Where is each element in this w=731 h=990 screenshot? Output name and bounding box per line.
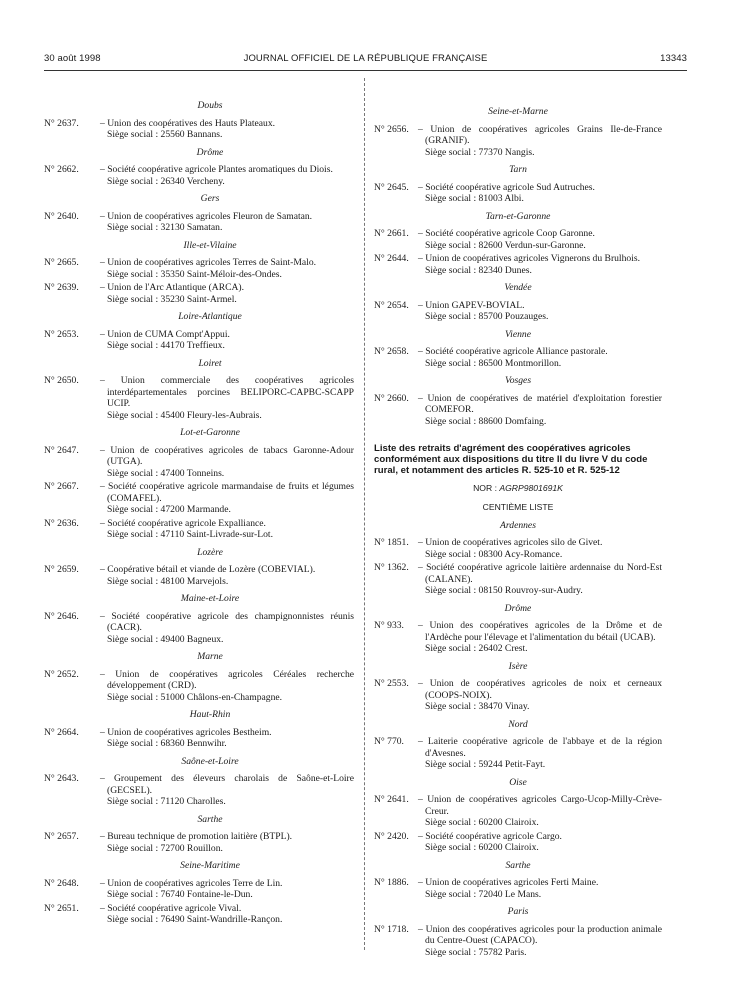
department-heading: Drôme (504, 602, 532, 614)
entry-number: N° 2643. (44, 773, 79, 784)
cooperative-name: – Coopérative bétail et viande de Lozère (COBEVIAL). (100, 564, 316, 575)
cooperative-name: – Société coopérative agricole Plantes aromatiques du Diois. (100, 164, 333, 175)
cooperative-name: – Union de coopératives agricoles Grains Ile-de-France (GRANIF). (418, 123, 662, 146)
entry-number: N° 2647. (44, 444, 79, 456)
department-heading: Haut-Rhin (189, 709, 231, 720)
registered-office: Siège social : 47400 Tonneins. (107, 467, 225, 479)
registered-office: Siège social : 76490 Saint-Wandrille-Rançon. (107, 914, 283, 925)
cooperative-name: – Société coopérative agricole Sud Autruches. (418, 181, 595, 193)
registered-office: Siège social : 48100 Marvejols. (107, 575, 229, 587)
entry-body (100, 481, 354, 516)
entry-body (418, 924, 662, 959)
entry-number: N° 2420. (374, 830, 409, 842)
entry-body (418, 228, 662, 251)
entry-number: N° 2641. (374, 794, 409, 806)
cooperative-entry (374, 877, 662, 900)
department-heading: Paris (507, 906, 529, 918)
department-heading: Lot-et-Garonne (180, 427, 240, 438)
entry-body (100, 282, 354, 305)
cooperative-name: – Laiterie coopérative agricole de l'abbaye et de la région d'Avesnes. (418, 736, 662, 759)
department-heading: Saône-et-Loire (181, 755, 239, 767)
department-heading: Tarn (509, 164, 527, 175)
registered-office: Siège social : 35350 Saint-Méloir-des-Ondes. (107, 268, 282, 280)
cooperative-entry (44, 210, 354, 234)
registered-office: Siège social : 75782 Paris. (425, 946, 527, 958)
registered-office: Siège social : 76740 Fontaine-le-Dun. (107, 889, 253, 900)
department-heading: Maine-et-Loire (180, 593, 240, 604)
approval-list-continued (374, 106, 662, 427)
entry-number: N° 2646. (44, 610, 79, 622)
cooperative-name: – Union GAPEV-BOVIAL. (418, 299, 525, 311)
department-heading: Vienne (505, 328, 531, 340)
entry-number: N° 2637. (44, 117, 79, 129)
cooperative-entry (374, 124, 662, 159)
cooperative-entry (44, 481, 354, 516)
entry-number: N° 2664. (44, 726, 79, 738)
registered-office: Siège social : 77370 Nangis. (425, 146, 535, 158)
cooperative-entry (374, 228, 662, 251)
entry-body (418, 831, 662, 854)
cooperative-entry (374, 300, 662, 323)
registered-office: Siège social : 08300 Acy-Romance. (425, 548, 563, 560)
cooperative-entry (44, 610, 354, 646)
entry-number: N° 2640. (44, 210, 79, 222)
cooperative-name: – Union de CUMA Compt'Appui. (100, 328, 230, 340)
department-heading: Vendée (504, 282, 532, 293)
cooperative-name: – Société coopérative agricole Coop Garonne. (418, 228, 595, 239)
registered-office: Siège social : 32130 Samatan. (107, 222, 223, 233)
cooperative-entry (374, 620, 662, 655)
entry-body (418, 736, 662, 771)
entry-body (418, 562, 662, 597)
entry-body (100, 518, 354, 541)
department-heading: Seine-Maritime (180, 860, 240, 871)
cooperative-entry (44, 117, 354, 141)
cooperative-name: – Bureau technique de promotion laitière (BTPL). (100, 831, 293, 842)
entry-number: N° 2656. (374, 123, 409, 135)
entry-body (418, 253, 662, 276)
cooperative-name: – Union de coopératives agricoles Cargo-Ucop-Milly-Crève-Creur. (418, 794, 662, 817)
registered-office: Siège social : 60200 Clairoix. (425, 842, 539, 854)
entry-body (100, 727, 354, 750)
nor-label: NOR : (473, 482, 500, 493)
entry-body (100, 375, 354, 421)
department-heading: Tarn-et-Garonne (485, 210, 551, 222)
entry-number: N° 1851. (374, 537, 409, 549)
entry-number: N° 2644. (374, 253, 409, 264)
department-heading: Seine-et-Marne (488, 106, 548, 117)
entry-number: N° 770. (374, 736, 404, 748)
header-page-number: 13343 (660, 53, 687, 64)
cooperative-name: – Union de coopératives agricoles Bestheim. (100, 726, 272, 738)
cooperative-name: – Société coopérative agricole Vival. (100, 902, 242, 914)
entry-number: N° 933. (374, 620, 404, 632)
registered-office: Siège social : 68360 Bennwihr. (107, 738, 227, 749)
entry-number: N° 2648. (44, 877, 79, 889)
entry-body (100, 211, 354, 234)
entry-number: N° 2636. (44, 517, 79, 529)
entry-number: N° 2665. (44, 257, 79, 268)
cooperative-name: – Union des coopératives agricoles pour la production animale du Centre-Ouest (CAPACO). (418, 923, 662, 947)
registered-office: Siège social : 88600 Domfaing. (425, 415, 547, 427)
withdrawal-list-title: Liste des retraits d'agrément des coopératives agricoles conformément aux dispositions du titre II du livre V du code rural, et notamment des articles R. 525-10 et R. 525-12 (374, 443, 648, 477)
registered-office: Siège social : 35230 Saint-Armel. (107, 293, 237, 305)
registered-office: Siège social : 49400 Bagneux. (107, 633, 224, 645)
cooperative-name: – Union commerciale des coopératives agricoles interdépartementales porcines BELIPORC-CAPBC-SCAPP UCIP. (100, 375, 354, 409)
department-heading: Gers (200, 193, 220, 204)
cooperative-entry (44, 902, 354, 926)
entry-number: N° 2657. (44, 831, 79, 842)
cooperative-name: – Société coopérative agricole des champignonnistes réunis (CACR). (100, 610, 354, 633)
entry-body (418, 300, 662, 323)
entry-body (418, 678, 662, 713)
entry-body (100, 878, 354, 901)
cooperative-entry (44, 877, 354, 901)
registered-office: Siège social : 82340 Dunes. (425, 264, 532, 276)
department-heading: Isère (508, 660, 528, 672)
header-title: JOURNAL OFFICIEL DE LA RÉPUBLIQUE FRANÇAISE (243, 53, 488, 64)
cooperative-entry (44, 564, 354, 587)
entry-body (100, 257, 354, 280)
right-column (374, 100, 662, 960)
left-column (44, 100, 354, 928)
department-heading: Sarthe (505, 859, 531, 871)
entry-number: N° 2653. (44, 328, 79, 340)
cooperative-name: – Union de coopératives agricoles Ferti Maine. (418, 877, 599, 889)
cooperative-entry (374, 562, 662, 597)
entry-body (418, 182, 662, 205)
entry-number: N° 2639. (44, 282, 79, 293)
registered-office: Siège social : 82600 Verdun-sur-Garonne. (425, 239, 586, 251)
cooperative-entry (44, 375, 354, 421)
cooperative-name: – Groupement des éleveurs charolais de Saône-et-Loire (GECSEL). (100, 773, 354, 796)
entry-number: N° 2659. (44, 564, 79, 575)
entry-body (418, 537, 662, 560)
cooperative-entry (44, 257, 354, 280)
cooperative-entry (44, 444, 354, 480)
entry-body (100, 164, 354, 187)
entry-body (100, 831, 354, 854)
cooperative-name: – Union de coopératives de matériel d'exploitation forestier COMEFOR. (418, 392, 662, 415)
registered-office: Siège social : 72040 Le Mans. (425, 888, 542, 900)
cooperative-entry (44, 164, 354, 187)
entry-number: N° 1362. (374, 562, 409, 574)
cooperative-name: – Union de coopératives agricoles de noix et cerneaux (COOPS-NOIX). (418, 678, 662, 701)
cooperative-entry (374, 736, 662, 771)
cooperative-name: – Société coopérative agricole Cargo. (418, 830, 562, 842)
entry-number: N° 2650. (44, 375, 79, 386)
cooperative-name: – Société coopérative agricole marmandaise de fruits et légumes (COMAFEL). (100, 481, 354, 504)
entry-body (100, 773, 354, 808)
registered-office: Siège social : 72700 Rouillon. (107, 842, 223, 854)
department-heading: Vosges (504, 375, 532, 386)
entry-number: N° 1718. (374, 923, 409, 935)
registered-office: Siège social : 26340 Vercheny. (107, 175, 225, 187)
registered-office: Siège social : 81003 Albi. (425, 193, 524, 204)
entry-number: N° 2651. (44, 902, 79, 914)
cooperative-entry (374, 537, 662, 560)
entry-body (100, 329, 354, 352)
entry-body (418, 794, 662, 829)
cooperative-entry (374, 831, 662, 854)
cooperative-entry (374, 924, 662, 959)
nor-code: AGRP9801691K (499, 482, 563, 493)
registered-office: Siège social : 47110 Saint-Livrade-sur-Lot. (107, 529, 273, 540)
cooperative-name: – Union des coopératives des Hauts Plateaux. (100, 117, 276, 129)
entry-number: N° 2645. (374, 181, 409, 193)
department-heading: Oise (509, 776, 527, 788)
entry-number: N° 1886. (374, 877, 409, 889)
cooperative-entry (374, 393, 662, 428)
entry-number: N° 2660. (374, 392, 409, 404)
cooperative-name: – Union de coopératives agricoles Vignerons du Brulhois. (418, 253, 640, 264)
registered-office: Siège social : 08150 Rouvroy-sur-Audry. (425, 585, 583, 597)
cooperative-entry (374, 794, 662, 829)
entry-number: N° 2667. (44, 481, 79, 492)
cooperative-name: – Union de coopératives agricoles silo de Givet. (418, 537, 603, 549)
cooperative-entry (44, 282, 354, 305)
cooperative-name: – Union de coopératives agricoles Fleuron de Samatan. (100, 210, 313, 222)
registered-office: Siège social : 47200 Marmande. (107, 504, 231, 515)
registered-office: Siège social : 59244 Petit-Fayt. (425, 759, 546, 771)
cooperative-entry (44, 517, 354, 541)
withdrawal-list (374, 520, 662, 959)
entry-body (100, 564, 354, 587)
cooperative-entry (44, 668, 354, 704)
registered-office: Siège social : 45400 Fleury-les-Aubrais. (107, 409, 262, 421)
cooperative-entry (44, 831, 354, 854)
registered-office: Siège social : 71120 Charolles. (107, 796, 226, 807)
department-heading: Doubs (197, 100, 223, 111)
registered-office: Siège social : 38470 Vinay. (425, 701, 530, 713)
department-heading: Sarthe (197, 813, 223, 825)
cooperative-entry (374, 182, 662, 205)
cooperative-name: – Union de coopératives agricoles Céréales recherche développement (CRD). (100, 668, 354, 691)
registered-office: Siège social : 51000 Châlons-en-Champagne. (107, 691, 283, 703)
entry-body (418, 393, 662, 428)
cooperative-entry (44, 328, 354, 352)
registered-office: Siège social : 86500 Montmorillon. (425, 357, 562, 369)
cooperative-name: – Union de coopératives agricoles Terre de Lin. (100, 877, 283, 889)
registered-office: Siège social : 85700 Pouzauges. (425, 311, 549, 322)
entry-body (100, 118, 354, 141)
cooperative-entry (44, 726, 354, 750)
cooperative-name: – Société coopérative agricole laitière ardennaise du Nord-Est (CALANE). (418, 562, 662, 585)
registered-office: Siège social : 25560 Bannans. (107, 129, 223, 140)
cooperative-entry (374, 678, 662, 713)
entry-body (100, 903, 354, 926)
department-heading: Loiret (198, 357, 222, 369)
registered-office: Siège social : 26402 Crest. (425, 643, 528, 655)
entry-number: N° 2658. (374, 346, 409, 357)
cooperative-entry (374, 346, 662, 369)
entry-number: N° 2652. (44, 668, 79, 680)
cooperative-name: – Union de coopératives agricoles Terres de Saint-Malo. (100, 257, 317, 268)
cooperative-name: – Société coopérative agricole Alliance pastorale. (418, 346, 608, 357)
registered-office: Siège social : 44170 Treffieux. (107, 340, 225, 351)
department-heading: Drôme (196, 146, 224, 158)
entry-body (418, 877, 662, 900)
registered-office: Siège social : 60200 Clairoix. (425, 817, 539, 829)
department-heading: Nord (508, 718, 528, 730)
department-heading: Ille-et-Vilaine (183, 239, 237, 251)
entry-body (100, 669, 354, 704)
column-divider (364, 78, 365, 950)
entry-number: N° 2661. (374, 228, 409, 239)
entry-number: N° 2662. (44, 164, 79, 175)
entry-body (418, 346, 662, 369)
entry-number: N° 2654. (374, 299, 409, 311)
entry-body (100, 445, 354, 480)
department-heading: Lozère (197, 546, 223, 558)
header-rule (44, 70, 687, 71)
cooperative-name: – Union de coopératives agricoles de tabacs Garonne-Adour (UTGA). (100, 444, 354, 467)
entry-body (418, 620, 662, 655)
cooperative-name: – Société coopérative agricole Expalliance. (100, 517, 266, 529)
nor-reference (374, 483, 662, 495)
cooperative-name: – Union des coopératives agricoles de la Drôme et de l'Ardèche pour l'élevage et l'alimentation du bétail (UCAB). (418, 620, 662, 643)
cooperative-entry (44, 773, 354, 808)
header-date: 30 août 1998 (44, 53, 101, 64)
entry-number: N° 2553. (374, 678, 409, 690)
department-heading: Marne (197, 651, 223, 662)
cooperative-entry (374, 253, 662, 276)
cooperative-name: – Union de l'Arc Atlantique (ARCA). (100, 282, 245, 293)
entry-body (100, 611, 354, 646)
list-number-heading: CENTIÈME LISTE (482, 502, 554, 513)
department-heading: Ardennes (500, 519, 536, 531)
department-heading: Loire-Atlantique (178, 311, 242, 322)
entry-body (418, 124, 662, 159)
